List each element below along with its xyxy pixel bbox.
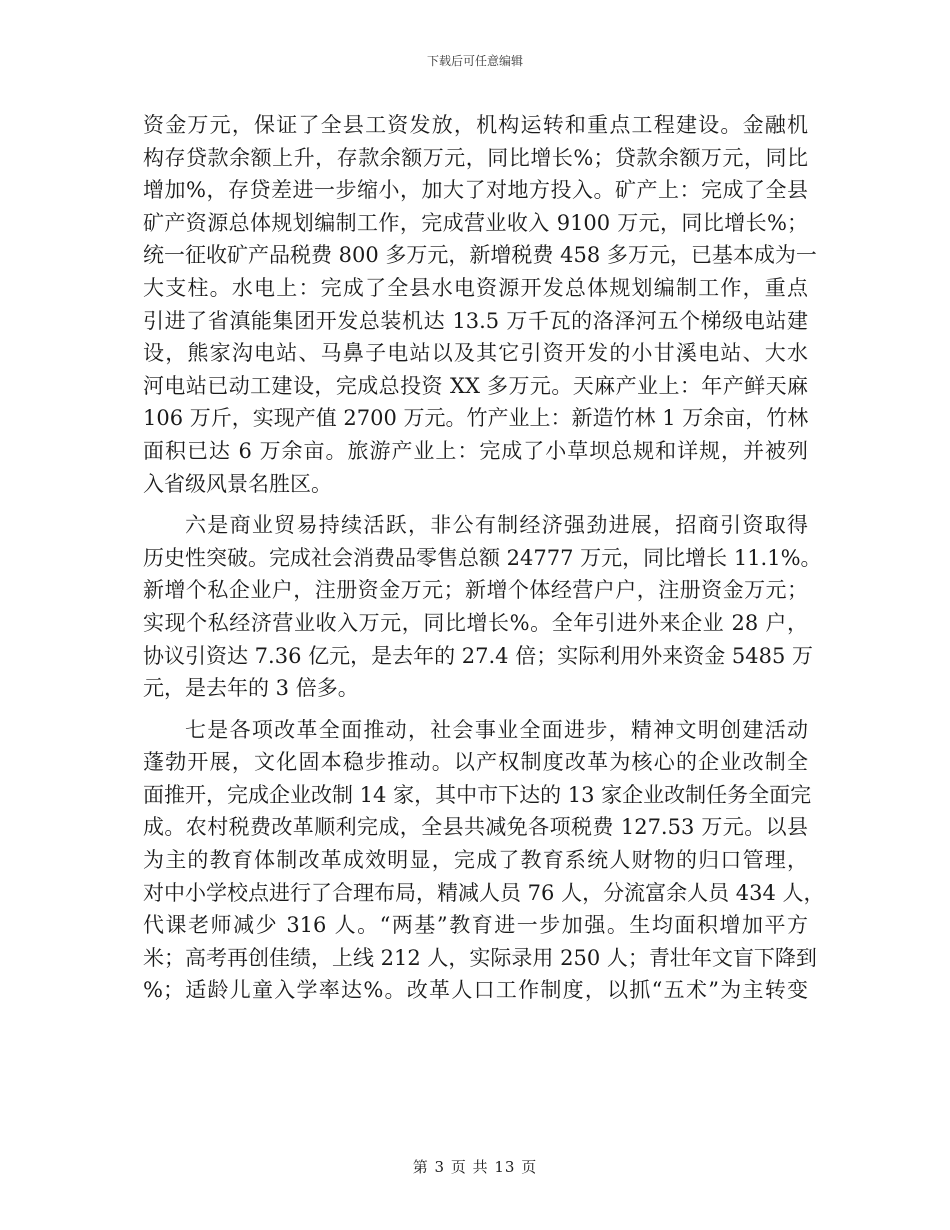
text-line: 元，是去年的 3 倍多。 xyxy=(143,676,359,701)
text-line: 矿产资源总体规划编制工作，完成营业收入 9100 万元，同比增长%； xyxy=(143,210,808,235)
text-line: 成。农村税费改革顺利完成，全县共减免各项税费 127.53 万元。以县 xyxy=(143,815,808,840)
text-line: 代课老师减少 316 人。“两基”教育进一步加强。生均面积增加平方 xyxy=(143,913,808,938)
text-line: 为主的教育体制改革成效明显，完成了教育系统人财物的归口管理， xyxy=(143,848,808,873)
text-line: 协议引资达 7.36 亿元，是去年的 27.4 倍；实际利用外来资金 5485 万 xyxy=(143,643,814,668)
document-body xyxy=(143,109,825,1007)
text-line: 106 万斤，实现产值 2700 万元。竹产业上：新造竹林 1 万余亩，竹林 xyxy=(143,406,809,431)
text-line: 构存贷款余额上升，存款余额万元，同比增长%；贷款余额万元，同比 xyxy=(143,145,808,170)
text-line: 蓬勃开展，文化固本稳步推动。以产权制度改革为核心的企业改制全 xyxy=(143,750,808,775)
paragraph xyxy=(143,109,817,500)
text-line: 六是商业贸易持续活跃，非公有制经济强劲进展，招商引资取得 xyxy=(185,513,808,538)
text-line: 新增个私企业户，注册资金万元；新增个体经营户户，注册资金万元； xyxy=(143,578,808,603)
text-line: 实现个私经济营业收入万元，同比增长%。全年引进外来企业 28 户， xyxy=(143,610,808,635)
text-line: 面推开，完成企业改制 14 家，其中市下达的 13 家企业改制任务全面完 xyxy=(143,782,812,807)
text-line: 统一征收矿产品税费 800 多万元，新增税费 458 多万元，已基本成为一 xyxy=(143,243,817,268)
text-line: 大支柱。水电上：完成了全县水电资源开发总体规划编制工作，重点 xyxy=(143,275,808,300)
text-line: 增加%，存贷差进一步缩小，加大了对地方投入。矿产上：完成了全县 xyxy=(143,178,808,203)
text-line: 历史性突破。完成社会消费品零售总额 24777 万元，同比增长 11.1%。 xyxy=(143,545,822,570)
text-line: 面积已达 6 万余亩。旅游产业上：完成了小草坝总规和详规，并被列 xyxy=(143,438,808,463)
text-line: 资金万元，保证了全县工资发放，机构运转和重点工程建设。金融机 xyxy=(143,113,808,137)
paragraph xyxy=(143,509,822,705)
text-line: 米；高考再创佳绩，上线 212 人，实际录用 250 人；青壮年文盲下降到 xyxy=(143,945,817,970)
text-line: %；适龄儿童入学率达%。改革人口工作制度，以抓“五术”为主转变 xyxy=(143,978,808,1003)
text-line: 对中小学校点进行了合理布局，精减人员 76 人，分流富余人员 434 人， xyxy=(143,880,825,905)
paragraph xyxy=(143,714,825,1007)
text-line: 七是各项改革全面推动，社会事业全面进步，精神文明创建活动 xyxy=(185,717,808,742)
page-footer: 第 3 页 共 13 页 xyxy=(412,1158,538,1176)
page-header: 下载后可任意编辑 xyxy=(426,54,523,68)
text-line: 河电站已动工建设，完成总投资 XX 多万元。天麻产业上：年产鲜天麻 xyxy=(143,373,808,398)
text-line: 引进了省滇能集团开发总装机达 13.5 万千瓦的洛泽河五个梯级电站建 xyxy=(143,308,808,333)
text-line: 设，熊家沟电站、马鼻子电站以及其它引资开发的小甘溪电站、大水 xyxy=(143,341,808,366)
text-line: 入省级风景名胜区。 xyxy=(143,471,332,496)
